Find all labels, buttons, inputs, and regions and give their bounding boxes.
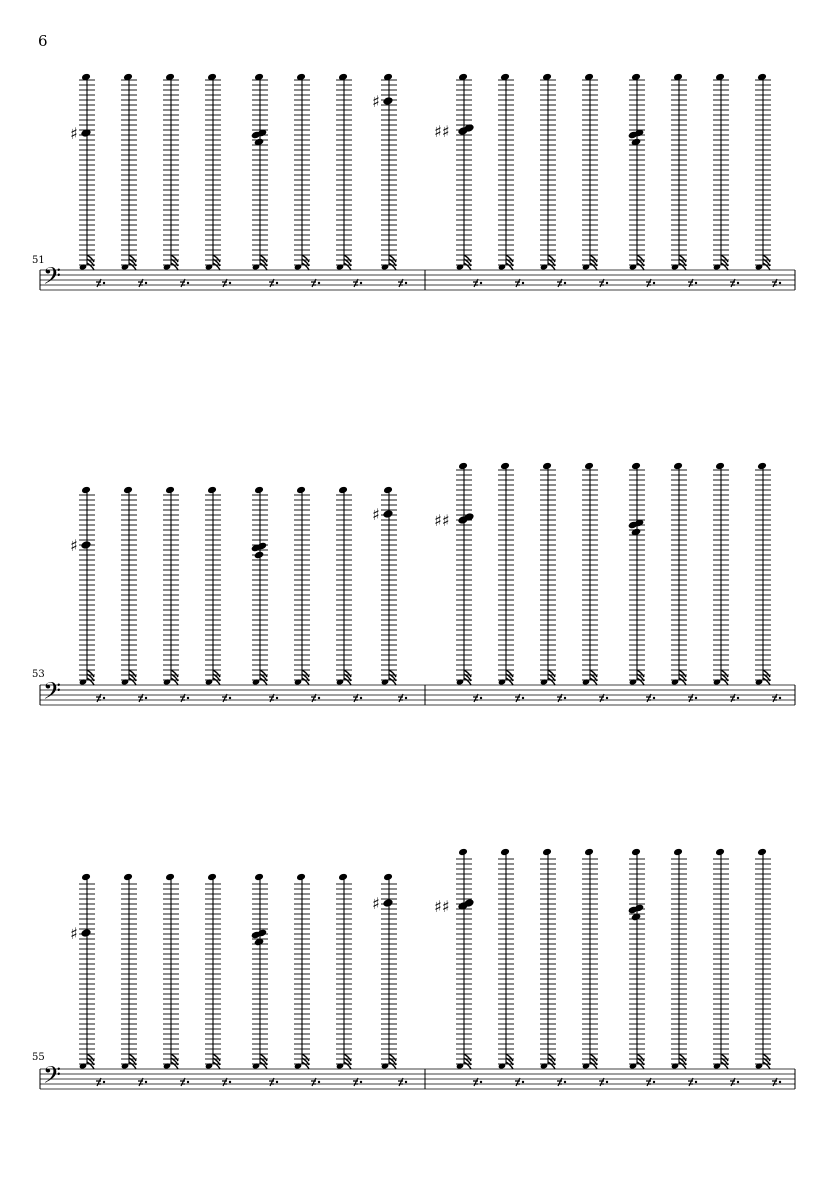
note-head [458, 462, 468, 471]
note-head [584, 848, 594, 857]
note-head [296, 873, 306, 882]
note-head [671, 678, 679, 685]
rest-dot [606, 282, 608, 284]
note-head [715, 462, 725, 471]
bass-clef-icon: 𝄢 [43, 677, 62, 710]
note-head [254, 551, 265, 560]
note-head [336, 263, 344, 270]
staff-system [40, 462, 795, 710]
note-head [338, 486, 348, 495]
note-head [540, 263, 548, 270]
rest-dot [480, 1081, 482, 1083]
note-head [629, 263, 637, 270]
note-head [121, 1062, 129, 1069]
note-head [500, 462, 510, 471]
note-head [252, 263, 260, 270]
note-head [80, 540, 91, 550]
rest-dot [405, 697, 407, 699]
rest-dot [522, 697, 524, 699]
rest-dot [145, 1081, 147, 1083]
note-head [673, 848, 683, 857]
sharp-icon: ♯ [372, 92, 380, 111]
note-head [123, 873, 133, 882]
note-head [254, 873, 264, 882]
sharp-icon: ♯♯ [434, 897, 450, 916]
note-head [81, 873, 91, 882]
rest-dot [779, 1081, 781, 1083]
rest-dot [737, 1081, 739, 1083]
note-head [498, 263, 506, 270]
sharp-icon: ♯ [70, 124, 78, 143]
measure-number: 51 [32, 255, 45, 266]
rest-dot [737, 282, 739, 284]
rest-dot [360, 282, 362, 284]
note-head [205, 1062, 213, 1069]
note-head [458, 848, 468, 857]
note-head [294, 678, 302, 685]
note-head [755, 678, 763, 685]
note-head [582, 263, 590, 270]
rest-dot [187, 282, 189, 284]
note-head [121, 263, 129, 270]
note-head [500, 848, 510, 857]
rest-dot [360, 1081, 362, 1083]
note-head [163, 263, 171, 270]
note-head [381, 263, 389, 270]
note-head [631, 848, 641, 857]
sharp-icon: ♯♯ [434, 511, 450, 530]
note-head [540, 1062, 548, 1069]
note-head [713, 263, 721, 270]
rest-dot [318, 697, 320, 699]
note-head [79, 678, 87, 685]
rest-dot [606, 1081, 608, 1083]
note-head [757, 848, 767, 857]
rest-dot [522, 1081, 524, 1083]
note-head [294, 263, 302, 270]
rest-dot [405, 282, 407, 284]
sharp-icon: ♯ [70, 924, 78, 943]
rest-dot [276, 697, 278, 699]
page-number: 6 [38, 32, 48, 50]
note-head [498, 678, 506, 685]
note-head [456, 263, 464, 270]
staff-system [40, 848, 795, 1094]
note-head [381, 1062, 389, 1069]
rest-dot [318, 1081, 320, 1083]
note-head [205, 678, 213, 685]
rest-dot [187, 1081, 189, 1083]
note-head [671, 1062, 679, 1069]
rest-dot [695, 1081, 697, 1083]
note-head [205, 263, 213, 270]
sharp-icon: ♯ [70, 536, 78, 555]
note-head [757, 462, 767, 471]
note-head [498, 1062, 506, 1069]
rest-dot [606, 697, 608, 699]
note-head [207, 486, 217, 495]
rest-dot [318, 282, 320, 284]
rest-dot [653, 697, 655, 699]
measure-number: 53 [32, 669, 45, 680]
rest-dot [229, 1081, 231, 1083]
note-head [336, 1062, 344, 1069]
note-head [79, 263, 87, 270]
note-head [207, 873, 217, 882]
note-head [123, 486, 133, 495]
rest-dot [779, 697, 781, 699]
note-head [336, 678, 344, 685]
note-head [629, 678, 637, 685]
measure-number: 55 [32, 1052, 45, 1063]
note-head [383, 486, 393, 495]
rest-dot [695, 282, 697, 284]
sharp-icon: ♯ [372, 894, 380, 913]
bass-clef-icon: 𝄢 [43, 262, 62, 295]
note-head [163, 678, 171, 685]
note-head [671, 263, 679, 270]
note-head [254, 486, 264, 495]
note-head [338, 873, 348, 882]
rest-dot [653, 1081, 655, 1083]
note-head [755, 263, 763, 270]
rest-dot [779, 282, 781, 284]
note-head [629, 1062, 637, 1069]
rest-dot [229, 282, 231, 284]
rest-dot [360, 697, 362, 699]
note-head [382, 96, 393, 106]
note-head [296, 486, 306, 495]
rest-dot [564, 282, 566, 284]
rest-dot [564, 1081, 566, 1083]
note-head [582, 1062, 590, 1069]
note-head [121, 678, 129, 685]
note-head [165, 873, 175, 882]
rest-dot [229, 697, 231, 699]
note-head [631, 462, 641, 471]
rest-dot [405, 1081, 407, 1083]
rest-dot [653, 282, 655, 284]
sharp-icon: ♯ [372, 505, 380, 524]
note-head [382, 898, 393, 908]
note-head [456, 1062, 464, 1069]
note-head [584, 462, 594, 471]
note-head [540, 678, 548, 685]
note-head [582, 678, 590, 685]
note-head [381, 678, 389, 685]
note-head [713, 678, 721, 685]
rest-dot [564, 697, 566, 699]
staff-system [40, 73, 795, 295]
rest-dot [103, 697, 105, 699]
note-head [456, 678, 464, 685]
sharp-icon: ♯♯ [434, 122, 450, 141]
note-head [715, 848, 725, 857]
rest-dot [145, 282, 147, 284]
note-head [80, 928, 91, 938]
rest-dot [695, 697, 697, 699]
note-head [755, 1062, 763, 1069]
note-head [382, 509, 393, 519]
note-head [252, 678, 260, 685]
note-head [542, 462, 552, 471]
note-head [542, 848, 552, 857]
rest-dot [276, 1081, 278, 1083]
note-head [713, 1062, 721, 1069]
note-head [163, 1062, 171, 1069]
note-head [165, 486, 175, 495]
note-head [81, 486, 91, 495]
rest-dot [145, 697, 147, 699]
note-head [673, 462, 683, 471]
note-head [383, 873, 393, 882]
rest-dot [480, 697, 482, 699]
note-head [294, 1062, 302, 1069]
rest-dot [737, 697, 739, 699]
rest-dot [480, 282, 482, 284]
rest-dot [276, 282, 278, 284]
note-head [79, 1062, 87, 1069]
rest-dot [103, 1081, 105, 1083]
rest-dot [103, 282, 105, 284]
rest-dot [187, 697, 189, 699]
note-head [252, 1062, 260, 1069]
rest-dot [522, 282, 524, 284]
bass-clef-icon: 𝄢 [43, 1061, 62, 1094]
